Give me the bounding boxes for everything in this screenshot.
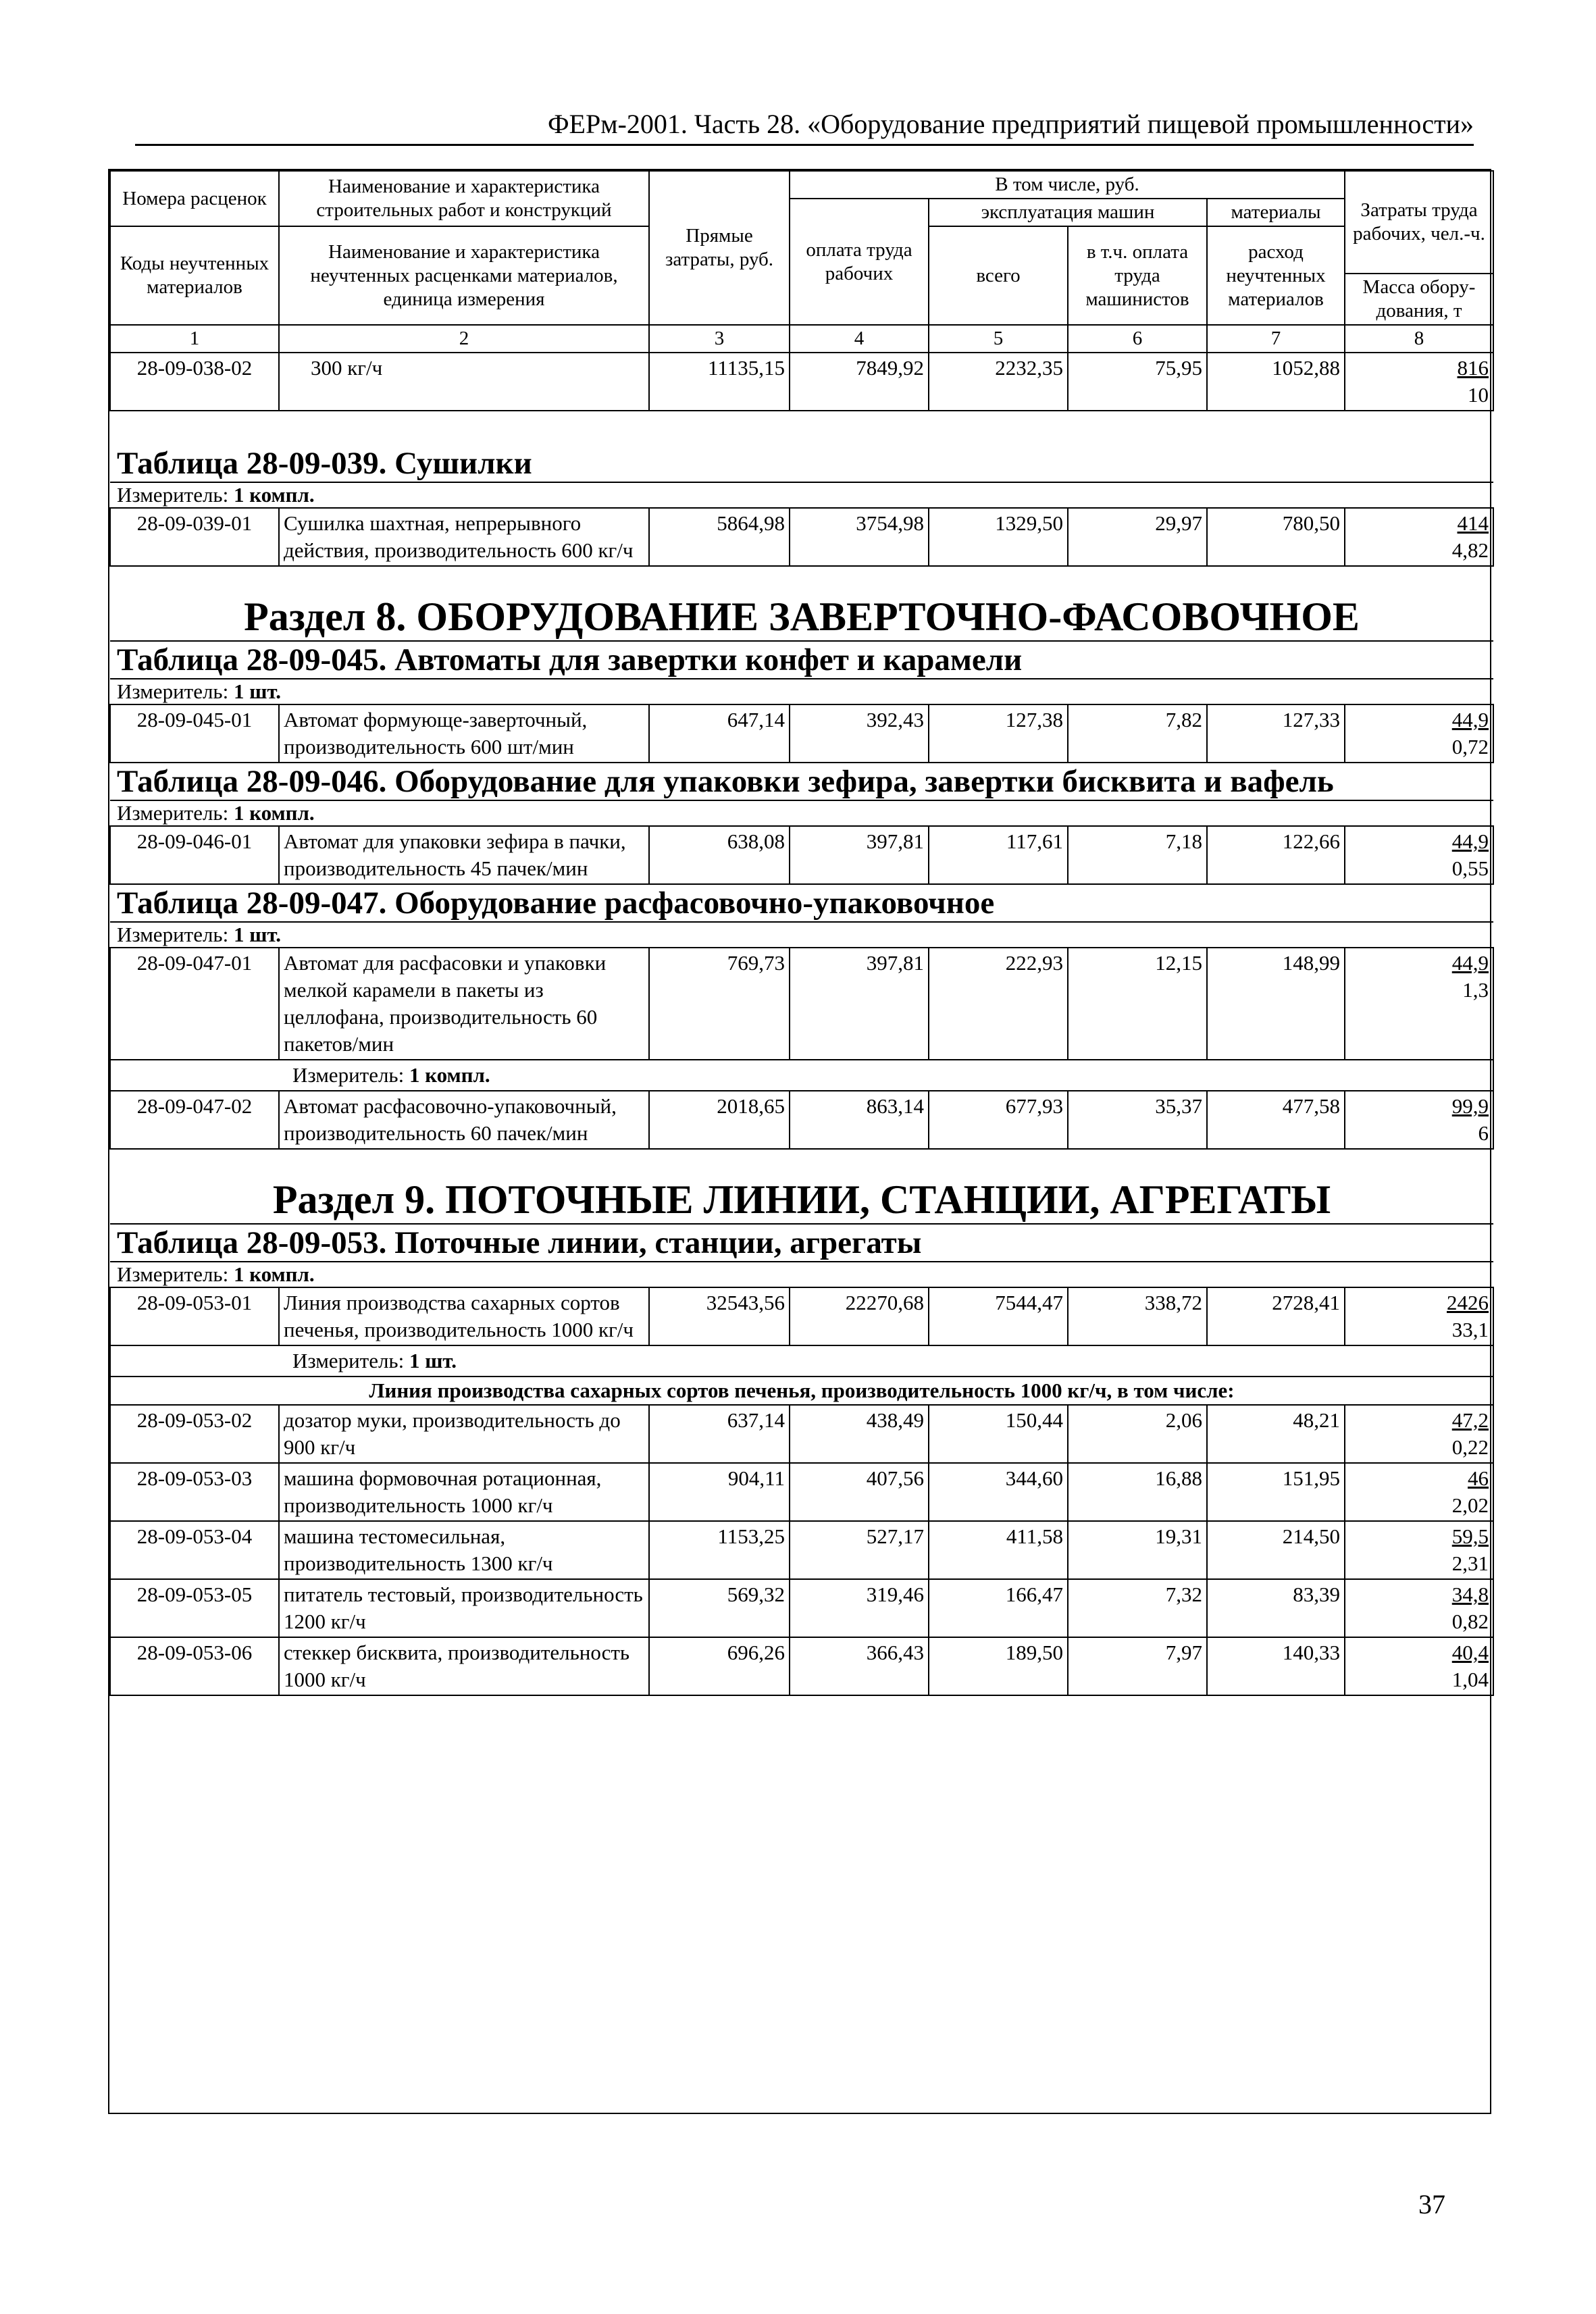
worker-pay: 527,17 — [790, 1521, 929, 1579]
col-num: 1 — [110, 325, 279, 353]
machines-total: 222,93 — [929, 948, 1068, 1060]
machines-total: 150,44 — [929, 1405, 1068, 1463]
mass-value: 2,31 — [1451, 1551, 1489, 1575]
unit-line: Измеритель: 1 компл. — [279, 1060, 1493, 1091]
table-row — [110, 1521, 1493, 1579]
worker-pay: 438,49 — [790, 1405, 929, 1463]
labor-value: 47,2 — [1451, 1408, 1489, 1432]
rate-code: 28-09-038-02 — [110, 353, 279, 411]
section-title: Раздел 8. ОБОРУДОВАНИЕ ЗАВЕРТОЧНО-ФАСОВОЧНОЕ — [110, 566, 1493, 641]
rate-name: Автомат для упаковки зефира в пачки, производительность 45 пачек/мин — [279, 826, 649, 884]
table-row — [110, 1287, 1493, 1345]
mass-value: 10 — [1468, 383, 1489, 407]
unit-value: 1 компл. — [409, 1063, 490, 1087]
rate-name: Автомат для расфасовки и упаковки мелкой карамели в пакеты из целлофана, производительность 60 пакетов/мин — [279, 948, 649, 1060]
unit-value: 1 шт. — [233, 923, 282, 946]
rate-code: 28-09-045-01 — [110, 704, 279, 763]
mass-value: 0,72 — [1451, 735, 1489, 759]
labor-value: 44,9 — [1451, 951, 1489, 975]
col-labor-header: Затраты труда рабочих, чел.-ч. — [1345, 171, 1493, 274]
rate-code: 28-09-053-03 — [110, 1463, 279, 1521]
labor-and-mass — [1345, 826, 1493, 884]
mass-value: 33,1 — [1451, 1318, 1489, 1341]
machines-total: 189,50 — [929, 1637, 1068, 1695]
direct-cost: 1153,25 — [649, 1521, 790, 1579]
operator-pay: 16,88 — [1068, 1463, 1207, 1521]
labor-value: 414 — [1457, 511, 1489, 535]
worker-pay: 397,81 — [790, 948, 929, 1060]
materials-cost: 2728,41 — [1207, 1287, 1345, 1345]
machines-total: 2232,35 — [929, 353, 1068, 411]
direct-cost: 696,26 — [649, 1637, 790, 1695]
unit-value: 1 компл. — [233, 1262, 315, 1286]
direct-cost: 32543,56 — [649, 1287, 790, 1345]
materials-cost: 477,58 — [1207, 1091, 1345, 1149]
table-row — [110, 1579, 1493, 1637]
materials-cost: 122,66 — [1207, 826, 1345, 884]
direct-cost: 637,14 — [649, 1405, 790, 1463]
rate-code: 28-09-047-01 — [110, 948, 279, 1060]
table-row — [110, 1463, 1493, 1521]
direct-cost: 904,11 — [649, 1463, 790, 1521]
rate-code: 28-09-039-01 — [110, 508, 279, 566]
materials-cost: 151,95 — [1207, 1463, 1345, 1521]
labor-and-mass — [1345, 1287, 1493, 1345]
materials-cost: 83,39 — [1207, 1579, 1345, 1637]
materials-cost: 140,33 — [1207, 1637, 1345, 1695]
operator-pay: 7,97 — [1068, 1637, 1207, 1695]
mass-value: 6 — [1478, 1121, 1489, 1145]
running-header: ФЕРм-2001. Часть 28. «Оборудование предприятий пищевой промышленности» — [135, 108, 1474, 146]
table-row — [110, 948, 1493, 1060]
rate-code: 28-09-053-05 — [110, 1579, 279, 1637]
col-including-header: В том числе, руб. — [790, 171, 1345, 199]
machines-total: 127,38 — [929, 704, 1068, 763]
table-row — [110, 1637, 1493, 1695]
table-row — [110, 353, 1493, 411]
rate-code: 28-09-053-04 — [110, 1521, 279, 1579]
materials-cost: 214,50 — [1207, 1521, 1345, 1579]
direct-cost: 638,08 — [649, 826, 790, 884]
rate-name: Автомат формующе-заверточный, производительность 600 шт/мин — [279, 704, 649, 763]
labor-and-mass — [1345, 1579, 1493, 1637]
rate-code: 28-09-047-02 — [110, 1091, 279, 1149]
direct-cost: 11135,15 — [649, 353, 790, 411]
labor-and-mass — [1345, 1637, 1493, 1695]
col-num: 6 — [1068, 325, 1207, 353]
labor-and-mass — [1345, 353, 1493, 411]
table-title: Таблица 28-09-047. Оборудование расфасовочно-упаковочное — [110, 884, 1493, 922]
rate-name: стеккер бисквита, производительность 1000 кг/ч — [279, 1637, 649, 1695]
worker-pay: 863,14 — [790, 1091, 929, 1149]
rate-name: Сушилка шахтная, непрерывного действия, производительность 600 кг/ч — [279, 508, 649, 566]
operator-pay: 12,15 — [1068, 948, 1207, 1060]
labor-value: 59,5 — [1451, 1524, 1489, 1548]
mass-value: 1,3 — [1462, 978, 1489, 1002]
unit-line: Измеритель: 1 шт. — [110, 679, 1493, 704]
mass-value: 0,22 — [1451, 1435, 1489, 1459]
materials-cost: 127,33 — [1207, 704, 1345, 763]
direct-cost: 647,14 — [649, 704, 790, 763]
worker-pay: 319,46 — [790, 1579, 929, 1637]
col-worker-pay-header: оплата труда рабочих — [790, 199, 929, 325]
rate-name: машина тестомесильная, производительность 1300 кг/ч — [279, 1521, 649, 1579]
mass-value: 4,82 — [1451, 538, 1489, 562]
labor-value: 816 — [1457, 356, 1489, 380]
materials-cost: 1052,88 — [1207, 353, 1345, 411]
table-title: Таблица 28-09-039. Сушилки — [110, 411, 1493, 482]
operator-pay: 75,95 — [1068, 353, 1207, 411]
rate-code: 28-09-053-01 — [110, 1287, 279, 1345]
unit-line: Измеритель: 1 компл. — [110, 1262, 1493, 1287]
unit-line: Измеритель: 1 компл. — [110, 800, 1493, 826]
operator-pay: 2,06 — [1068, 1405, 1207, 1463]
col-num: 5 — [929, 325, 1068, 353]
table-row — [110, 508, 1493, 566]
mass-value: 2,02 — [1451, 1493, 1489, 1517]
worker-pay: 7849,92 — [790, 353, 929, 411]
rate-code: 28-09-053-06 — [110, 1637, 279, 1695]
operator-pay: 7,32 — [1068, 1579, 1207, 1637]
labor-and-mass — [1345, 948, 1493, 1060]
operator-pay: 7,82 — [1068, 704, 1207, 763]
direct-cost: 2018,65 — [649, 1091, 790, 1149]
col-num: 7 — [1207, 325, 1345, 353]
unit-value: 1 шт. — [233, 679, 282, 703]
worker-pay: 407,56 — [790, 1463, 929, 1521]
col-num: 3 — [649, 325, 790, 353]
col-work-name-header: Наименование и характеристика строительных работ и конструкций — [279, 171, 649, 226]
labor-and-mass — [1345, 1405, 1493, 1463]
worker-pay: 366,43 — [790, 1637, 929, 1695]
worker-pay: 397,81 — [790, 826, 929, 884]
machines-total: 166,47 — [929, 1579, 1068, 1637]
unit-line: Измеритель: 1 компл. — [110, 482, 1493, 508]
unit-value: 1 шт. — [409, 1349, 457, 1372]
worker-pay: 22270,68 — [790, 1287, 929, 1345]
section-title: Раздел 9. ПОТОЧНЫЕ ЛИНИИ, СТАНЦИИ, АГРЕГАТЫ — [110, 1149, 1493, 1224]
col-machines-total-header: всего — [929, 226, 1068, 325]
col-num: 4 — [790, 325, 929, 353]
table-title: Таблица 28-09-045. Автоматы для завертки конфет и карамели — [110, 641, 1493, 679]
rate-name: дозатор муки, производительность до 900 кг/ч — [279, 1405, 649, 1463]
price-table-frame — [108, 169, 1491, 2114]
mass-value: 0,82 — [1451, 1610, 1489, 1633]
labor-value: 46 — [1468, 1466, 1489, 1490]
col-material-name-header: Наименование и характеристика неучтенных расценками материалов, единица измерения — [279, 226, 649, 325]
labor-value: 99,9 — [1451, 1094, 1489, 1118]
col-mass-header: Масса обору-дования, т — [1345, 274, 1493, 325]
rate-name: питатель тестовый, производительность 1200 кг/ч — [279, 1579, 649, 1637]
table-row — [110, 826, 1493, 884]
unit-value: 1 компл. — [233, 801, 315, 825]
worker-pay: 3754,98 — [790, 508, 929, 566]
materials-cost: 780,50 — [1207, 508, 1345, 566]
machines-total: 411,58 — [929, 1521, 1068, 1579]
unit-line: Измеритель: 1 шт. — [279, 1345, 1493, 1377]
table-title: Таблица 28-09-053. Поточные линии, станции, агрегаты — [110, 1224, 1493, 1262]
materials-cost: 48,21 — [1207, 1405, 1345, 1463]
labor-value: 40,4 — [1451, 1641, 1489, 1664]
labor-value: 44,9 — [1451, 708, 1489, 731]
col-num: 2 — [279, 325, 649, 353]
labor-and-mass — [1345, 704, 1493, 763]
col-num: 8 — [1345, 325, 1493, 353]
machines-total: 677,93 — [929, 1091, 1068, 1149]
col-operator-pay-header: в т.ч. оплата труда машинистов — [1068, 226, 1207, 325]
col-rate-number-header: Номера расценок — [110, 171, 279, 226]
col-materials-header: материалы — [1207, 199, 1345, 226]
labor-and-mass — [1345, 1091, 1493, 1149]
table-row — [110, 1405, 1493, 1463]
table-row — [110, 1091, 1493, 1149]
col-material-use-header: расход неучтенных материалов — [1207, 226, 1345, 325]
col-machines-header: эксплуатация машин — [929, 199, 1207, 226]
materials-cost: 148,99 — [1207, 948, 1345, 1060]
machines-total: 344,60 — [929, 1463, 1068, 1521]
direct-cost: 569,32 — [649, 1579, 790, 1637]
machines-total: 117,61 — [929, 826, 1068, 884]
unit-value: 1 компл. — [233, 483, 315, 507]
labor-and-mass — [1345, 508, 1493, 566]
operator-pay: 19,31 — [1068, 1521, 1207, 1579]
labor-and-mass — [1345, 1463, 1493, 1521]
operator-pay: 29,97 — [1068, 508, 1207, 566]
price-table — [109, 170, 1494, 1696]
table-title: Таблица 28-09-046. Оборудование для упаковки зефира, завертки бисквита и вафель — [110, 763, 1493, 800]
operator-pay: 7,18 — [1068, 826, 1207, 884]
direct-cost: 769,73 — [649, 948, 790, 1060]
mass-value: 1,04 — [1451, 1668, 1489, 1691]
rate-code: 28-09-046-01 — [110, 826, 279, 884]
col-material-codes-header: Коды неучтенных материалов — [110, 226, 279, 325]
group-subheading: Линия производства сахарных сортов печенья, производительность 1000 кг/ч, в том числе: — [110, 1377, 1493, 1405]
operator-pay: 35,37 — [1068, 1091, 1207, 1149]
rate-name: машина формовочная ротационная, производительность 1000 кг/ч — [279, 1463, 649, 1521]
labor-and-mass — [1345, 1521, 1493, 1579]
unit-line: Измеритель: 1 шт. — [110, 922, 1493, 948]
mass-value: 0,55 — [1451, 856, 1489, 880]
labor-value: 34,8 — [1451, 1583, 1489, 1606]
page-number: 37 — [1418, 2189, 1445, 2219]
rate-name: Автомат расфасовочно-упаковочный, производительность 60 пачек/мин — [279, 1091, 649, 1149]
operator-pay: 338,72 — [1068, 1287, 1207, 1345]
labor-value: 2426 — [1447, 1291, 1489, 1314]
col-direct-costs-header: Прямые затраты, руб. — [649, 171, 790, 325]
labor-value: 44,9 — [1451, 829, 1489, 853]
table-row — [110, 704, 1493, 763]
rate-code: 28-09-053-02 — [110, 1405, 279, 1463]
rate-name: 300 кг/ч — [279, 353, 649, 411]
rate-name: Линия производства сахарных сортов печенья, производительность 1000 кг/ч — [279, 1287, 649, 1345]
machines-total: 1329,50 — [929, 508, 1068, 566]
machines-total: 7544,47 — [929, 1287, 1068, 1345]
direct-cost: 5864,98 — [649, 508, 790, 566]
worker-pay: 392,43 — [790, 704, 929, 763]
